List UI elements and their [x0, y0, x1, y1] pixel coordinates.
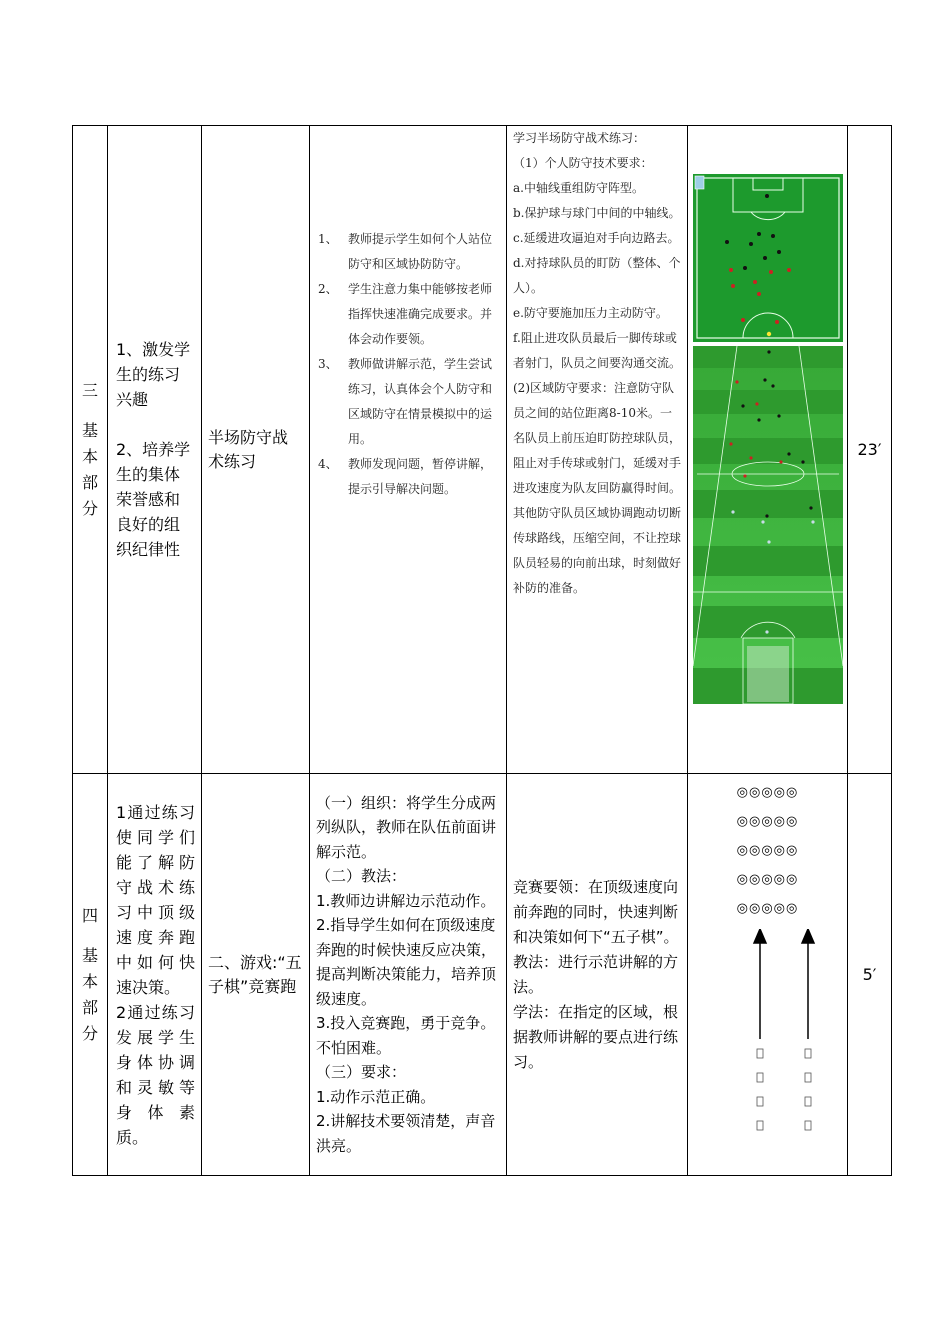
player-marker — [775, 320, 779, 324]
formation-grid — [703, 778, 833, 923]
section-char: 基 — [81, 945, 98, 965]
step-text: 教师提示学生如何个人站位防守和区域协防防守。 — [348, 232, 493, 271]
section-char: 本 — [81, 446, 98, 466]
requirement-line: b.保护球与球门中间的中轴线。 — [513, 206, 681, 220]
player-marker — [729, 442, 732, 445]
student-markers — [757, 1049, 811, 1130]
organization-line: 1.动作示范正确。 — [316, 1087, 436, 1106]
list-item — [318, 227, 500, 277]
running-lanes-diagram — [698, 929, 838, 1159]
requirement-line: （1）个人防守技术要求： — [513, 156, 653, 170]
goals-cell — [108, 774, 202, 1176]
section-char: 分 — [81, 1023, 98, 1043]
player-marker — [729, 268, 733, 272]
method-cell — [507, 774, 688, 1176]
student-marker — [757, 1097, 763, 1106]
full-pitch-diagram — [693, 346, 843, 704]
player-marker — [757, 292, 761, 296]
requirement-line: e.防守要施加压力主动防守。 — [513, 306, 668, 320]
player-marker — [763, 256, 767, 260]
goal-item: 2、培养学生的集体荣誉感和良好的组织纪律性 — [116, 440, 191, 559]
half-pitch-diagram — [693, 174, 843, 342]
player-marker — [765, 194, 769, 198]
player-marker — [779, 460, 782, 463]
student-marker — [805, 1049, 811, 1058]
method-line: 学法：在指定的区域，根据教师讲解的要点进行练习。 — [513, 1002, 679, 1071]
list-item — [318, 352, 500, 452]
content-cell — [202, 126, 310, 774]
formation-cell — [688, 774, 848, 1176]
player-marker — [765, 630, 768, 633]
duration-text: 23′ — [857, 440, 882, 459]
organization-line: 2.讲解技术要领清楚，声音洪亮。 — [316, 1112, 496, 1155]
player-marker — [801, 460, 804, 463]
table-row — [73, 126, 892, 774]
content-title: 二、游戏:“五子棋”竞赛跑 — [208, 952, 302, 996]
player-marker — [767, 540, 770, 543]
goals-cell — [108, 126, 202, 774]
player-marker — [809, 506, 812, 509]
step-text: 学生注意力集中能够按老师指挥快速准确完成要求。并体会动作要领。 — [348, 282, 493, 346]
section-char: 四 — [81, 905, 98, 925]
requirement-line: d.对持球队员的盯防（整体、个人）。 — [513, 256, 681, 295]
pitch-grass — [693, 174, 843, 342]
diagram-cell — [688, 126, 848, 774]
formation-row: ◎◎◎◎◎ — [736, 814, 799, 829]
player-marker — [763, 378, 766, 381]
player-marker — [761, 520, 764, 523]
list-item — [318, 452, 500, 502]
player-marker — [735, 380, 738, 383]
arrow-up-icon — [802, 929, 814, 943]
requirement-line: 学习半场防守战术练习： — [513, 131, 646, 145]
formation-row: ◎◎◎◎◎ — [736, 785, 799, 800]
step-number: 4、 — [318, 457, 338, 471]
student-marker — [757, 1121, 763, 1130]
section-char: 基 — [81, 420, 98, 440]
time-cell — [848, 126, 892, 774]
player-marker — [787, 452, 790, 455]
requirement-line: (2)区域防守要求：注意防守队员之间的站位距离8-10米。一名队员上前压迫盯防控球队员，阻止对手传球或射门，延缓对手进攻速度为队友回防赢得时间。其他防守队员区域协调跑动切断传球路线，压缩空间，不让控球队员轻易的向前出球，时刻做好补防的准备。 — [513, 381, 682, 595]
section-cell — [73, 774, 108, 1176]
player-marker — [765, 514, 768, 517]
player-marker — [725, 240, 729, 244]
section-char: 部 — [81, 997, 98, 1017]
student-marker — [757, 1049, 763, 1058]
corner-badge-icon — [695, 176, 704, 189]
player-marker — [777, 414, 780, 417]
formation-row: ◎◎◎◎◎ — [736, 872, 799, 887]
arrow-up-icon — [754, 929, 766, 943]
player-marker — [731, 510, 734, 513]
player-marker — [749, 456, 752, 459]
goal-item: 1、激发学生的练习兴趣 — [116, 340, 191, 409]
time-cell — [848, 774, 892, 1176]
table-row — [73, 774, 892, 1176]
player-marker — [743, 474, 746, 477]
organization-line: （一）组织：将学生分成两列纵队，教师在队伍前面讲解示范。 — [316, 793, 497, 861]
method-line: 教法：进行示范讲解的方法。 — [513, 952, 679, 996]
content-cell — [202, 774, 310, 1176]
player-marker — [731, 284, 735, 288]
organization-line: 3.投入竞赛跑，勇于竞争。不怕困难。 — [316, 1014, 496, 1057]
organization-line: 2.指导学生如何在顶级速度奔跑的时候快速反应决策，提高判断决策能力，培养顶级速度。 — [316, 916, 497, 1008]
player-marker — [767, 350, 770, 353]
steps-list — [310, 227, 506, 502]
player-marker — [777, 250, 781, 254]
organization-cell — [310, 774, 507, 1176]
content-title: 半场防守战术练习 — [208, 427, 289, 471]
section-char: 部 — [81, 472, 98, 492]
method-line: 竞赛要领：在顶级速度向前奔跑的同时，快速判断和决策如何下“五子棋”。 — [513, 877, 679, 946]
ball-marker — [766, 332, 770, 336]
student-marker — [757, 1073, 763, 1082]
section-cell — [73, 126, 108, 774]
step-text: 教师做讲解示范，学生尝试练习，认真体会个人防守和区域防守在情景模拟中的运用。 — [348, 357, 493, 446]
requirement-line: c.延缓进攻逼迫对手向边路去。 — [513, 231, 680, 245]
goal-item: 1通过练习使同学们能了解防守战术练习中顶级速度奔跑中如何快速决策。 — [116, 802, 195, 997]
formation-row: ◎◎◎◎◎ — [736, 901, 799, 916]
player-marker — [757, 232, 761, 236]
requirement-line: a.中轴线重组防守阵型。 — [513, 181, 644, 195]
player-marker — [749, 242, 753, 246]
step-number: 3、 — [318, 357, 338, 371]
player-marker — [771, 234, 775, 238]
player-marker — [741, 318, 745, 322]
student-marker — [805, 1121, 811, 1130]
goal-net — [747, 646, 789, 702]
duration-text: 5′ — [862, 965, 877, 984]
student-marker — [805, 1097, 811, 1106]
player-marker — [769, 270, 773, 274]
organization-line: 1.教师边讲解边示范动作。 — [316, 891, 496, 910]
organization-line: （二）教法： — [316, 867, 407, 886]
requirements-cell — [507, 126, 688, 774]
formation-row: ◎◎◎◎◎ — [736, 843, 799, 858]
section-char: 本 — [81, 971, 98, 991]
player-marker — [811, 520, 814, 523]
section-char: 三 — [81, 380, 98, 400]
player-marker — [771, 384, 774, 387]
player-marker — [787, 268, 791, 272]
organization-line: （三）要求： — [316, 1063, 407, 1082]
player-marker — [741, 404, 744, 407]
player-marker — [755, 402, 758, 405]
list-item — [318, 277, 500, 352]
goal-item: 2通过练习发展学生身体协调和灵敏等身体素质。 — [116, 1002, 195, 1147]
step-number: 1、 — [318, 232, 338, 246]
player-marker — [743, 266, 747, 270]
step-number: 2、 — [318, 282, 338, 296]
section-char: 分 — [81, 498, 98, 518]
step-text: 教师发现问题，暂停讲解，提示引导解决问题。 — [348, 457, 493, 496]
requirement-line: f.阻止进攻队员最后一脚传球或者射门，队员之间要沟通交流。 — [513, 331, 682, 370]
player-marker — [757, 418, 760, 421]
lesson-plan-table — [72, 125, 892, 1176]
player-marker — [753, 280, 757, 284]
steps-cell — [310, 126, 507, 774]
student-marker — [805, 1073, 811, 1082]
